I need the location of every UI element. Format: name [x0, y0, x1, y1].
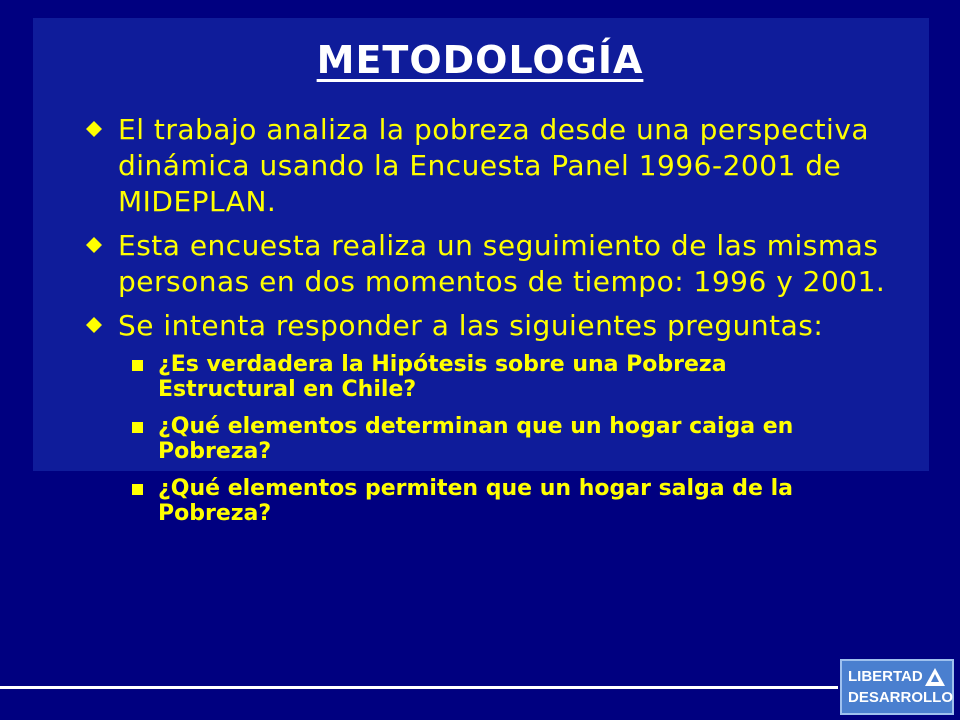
sub-bullet-item	[80, 352, 858, 402]
bullet-text: El trabajo analiza la pobreza desde una perspectiva dinámica usando la Encuesta Panel 1996-2001 de MIDEPLAN.	[118, 113, 870, 218]
bullet-item	[80, 112, 910, 220]
triangle-logo-icon	[924, 667, 946, 687]
logo-text-line1: LIBERTAD	[848, 668, 923, 685]
diamond-bullet-icon	[86, 237, 102, 253]
square-bullet-icon	[132, 360, 143, 371]
bullet-item	[80, 308, 910, 344]
bullet-item	[80, 228, 910, 300]
footer-divider	[0, 686, 838, 689]
sub-bullet-text: ¿Qué elementos permiten que un hogar salga de la Pobreza?	[158, 476, 794, 526]
bullet-list	[80, 112, 910, 538]
diamond-bullet-icon	[86, 121, 102, 137]
sub-bullet-item	[80, 476, 858, 526]
bullet-text: Esta encuesta realiza un seguimiento de las mismas personas en dos momentos de tiempo: 1996 y 2001.	[118, 229, 886, 298]
logo-text-line2: DESARROLLO	[848, 689, 953, 706]
sub-bullet-text: ¿Es verdadera la Hipótesis sobre una Pobreza Estructural en Chile?	[158, 352, 727, 402]
diamond-bullet-icon	[86, 317, 102, 333]
slide-title: METODOLOGÍA	[316, 38, 644, 82]
bullet-text: Se intenta responder a las siguientes preguntas:	[118, 309, 824, 342]
square-bullet-icon	[132, 422, 143, 433]
sub-bullet-text: ¿Qué elementos determinan que un hogar caiga en Pobreza?	[158, 414, 794, 464]
square-bullet-icon	[132, 484, 143, 495]
sub-bullet-item	[80, 414, 858, 464]
libertad-desarrollo-logo	[840, 659, 954, 715]
